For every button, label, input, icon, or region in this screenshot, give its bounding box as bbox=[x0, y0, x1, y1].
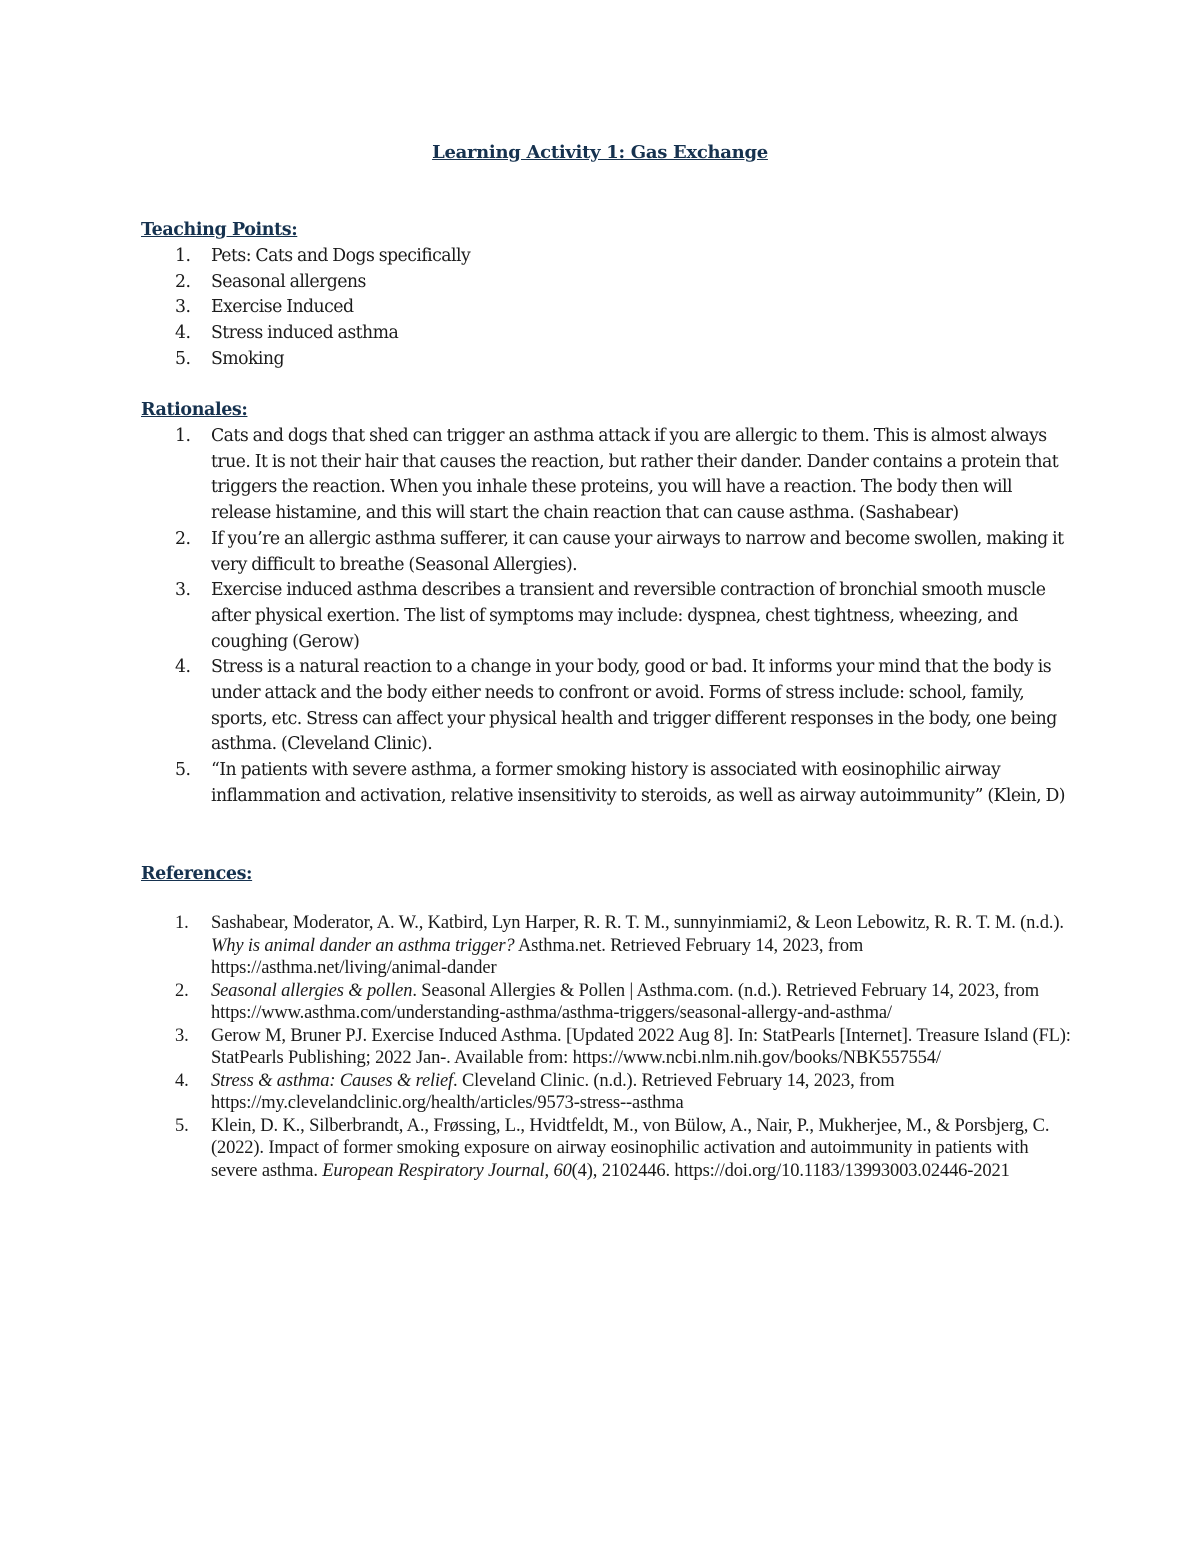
rationale-text: If you’re an allergic asthma sufferer, it can cause your airways to narrow and become swollen, making it very difficult to breathe (Seasonal Allergies). bbox=[211, 528, 1064, 575]
rationale-text: Stress is a natural reaction to a change in your body, good or bad. It informs your mind that the body is under attack and the body either needs to confront or avoid. Forms of stress include: school, family, sports, etc. Stress can affect your physical health and trigger different responses in the body, one being asthma. (Cleveland Clinic). bbox=[211, 657, 1057, 755]
rationale-item bbox=[0, 424, 1071, 527]
rationale-item bbox=[0, 578, 1071, 655]
teaching-point-item bbox=[0, 244, 1071, 270]
reference-text: . Seasonal Allergies & Pollen | Asthma.com. (n.d.). Retrieved February 14, 2023, from https://www.asthma.com/understanding-asthma/asthma-triggers/seasonal-allergy-and-asthma/ bbox=[211, 980, 1040, 1023]
teaching-point-text: Smoking bbox=[211, 348, 284, 369]
reference-item bbox=[0, 980, 1071, 1025]
list-number: 3. bbox=[175, 580, 191, 601]
journal-title: European Respiratory Journal bbox=[322, 1160, 545, 1181]
teaching-point-text: Stress induced asthma bbox=[211, 323, 399, 344]
references-heading: References: bbox=[141, 864, 253, 884]
teaching-points-list bbox=[0, 244, 1200, 373]
list-number: 1. bbox=[175, 246, 191, 266]
rationale-item bbox=[0, 655, 1071, 758]
teaching-points-heading: Teaching Points: bbox=[141, 220, 298, 240]
reference-item bbox=[0, 1025, 1071, 1070]
journal-volume: 60 bbox=[553, 1160, 572, 1181]
reference-text: . Cleveland Clinic. (n.d.). Retrieved February 14, 2023, from https://my.clevelandclinic.org/health/articles/9573-stress--asthma bbox=[211, 1070, 895, 1113]
teaching-point-text: Pets: Cats and Dogs specifically bbox=[211, 246, 471, 266]
list-number: 3. bbox=[175, 1025, 189, 1046]
list-number: 2. bbox=[175, 980, 189, 1001]
list-number: 4. bbox=[175, 323, 191, 344]
teaching-point-item bbox=[0, 270, 1071, 296]
rationales-list bbox=[0, 424, 1200, 810]
rationale-item bbox=[0, 758, 1071, 809]
reference-text: Gerow M, Bruner PJ. Exercise Induced Asthma. [Updated 2022 Aug 8]. In: StatPearls [Internet]. Treasure Island (FL): StatPearls Publishing; 2022 Jan-. Available from: https://www.ncbi.nlm.nih.gov/books/NBK557554/ bbox=[211, 1025, 1071, 1068]
rationale-text: Cats and dogs that shed can trigger an asthma attack if you are allergic to them. This is almost always true. It is not their hair that causes the reaction, but rather their dander. Dander contains a protein that triggers the reaction. When you inhale these proteins, you will have a reaction. The body then will release histamine, and this will start the chain reaction that can cause asthma. (Sashabear) bbox=[211, 426, 1059, 524]
reference-title: Why is animal dander an asthma trigger? bbox=[211, 935, 515, 956]
list-number: 2. bbox=[175, 528, 191, 549]
list-number: 1. bbox=[175, 913, 189, 933]
reference-item bbox=[0, 1115, 1071, 1183]
list-number: 1. bbox=[175, 426, 191, 446]
list-number: 5. bbox=[175, 348, 191, 369]
rationales-heading: Rationales: bbox=[141, 400, 248, 420]
list-number: 3. bbox=[175, 297, 191, 318]
reference-text: , bbox=[544, 1160, 554, 1181]
reference-text: Sashabear, Moderator, A. W., Katbird, Lyn Harper, R. R. T. M., sunnyinmiami2, & Leon Lebowitz, R. R. T. M. (n.d.). bbox=[211, 913, 1064, 933]
list-number: 4. bbox=[175, 1070, 189, 1091]
rationale-item bbox=[0, 527, 1071, 578]
reference-item bbox=[0, 912, 1071, 980]
list-number: 5. bbox=[175, 760, 191, 781]
teaching-point-text: Exercise Induced bbox=[211, 297, 354, 318]
reference-text: Klein, D. K., Silberbrandt, A., Frøssing, L., Hvidtfeldt, M., von Bülow, A., Nair, P., Mukherjee, M., & Porsbjerg, C. (2022). Impact of former smoking exposure on airway eosinophilic activation and autoimmunity in patients with severe asthma. bbox=[211, 1115, 1050, 1181]
list-number: 5. bbox=[175, 1115, 189, 1136]
reference-item bbox=[0, 1070, 1071, 1115]
reference-text: (4), 2102446. https://doi.org/10.1183/13993003.02446-2021 bbox=[571, 1160, 1010, 1181]
teaching-point-item bbox=[0, 295, 1071, 321]
teaching-point-item bbox=[0, 347, 1071, 373]
list-number: 4. bbox=[175, 657, 191, 678]
reference-title: Stress & asthma: Causes & relief bbox=[211, 1070, 454, 1091]
page-title: Learning Activity 1: Gas Exchange bbox=[432, 142, 768, 163]
reference-text: Asthma.net. Retrieved February 14, 2023, from https://asthma.net/living/animal-dander bbox=[211, 935, 864, 978]
rationale-text: “In patients with severe asthma, a former smoking history is associated with eosinophilic airway inflammation and activation, relative insensitivity to steroids, as well as airway autoimmunity” (Klein, D) bbox=[211, 760, 1066, 806]
teaching-point-text: Seasonal allergens bbox=[211, 271, 366, 292]
list-number: 2. bbox=[175, 271, 191, 292]
teaching-point-item bbox=[0, 321, 1071, 347]
reference-title: Seasonal allergies & pollen bbox=[211, 980, 413, 1001]
references-list bbox=[0, 912, 1200, 1182]
rationale-text: Exercise induced asthma describes a transient and reversible contraction of bronchial smooth muscle after physical exertion. The list of symptoms may include: dyspnea, chest tightness, wheezing, and coughing (Gerow) bbox=[211, 580, 1046, 652]
